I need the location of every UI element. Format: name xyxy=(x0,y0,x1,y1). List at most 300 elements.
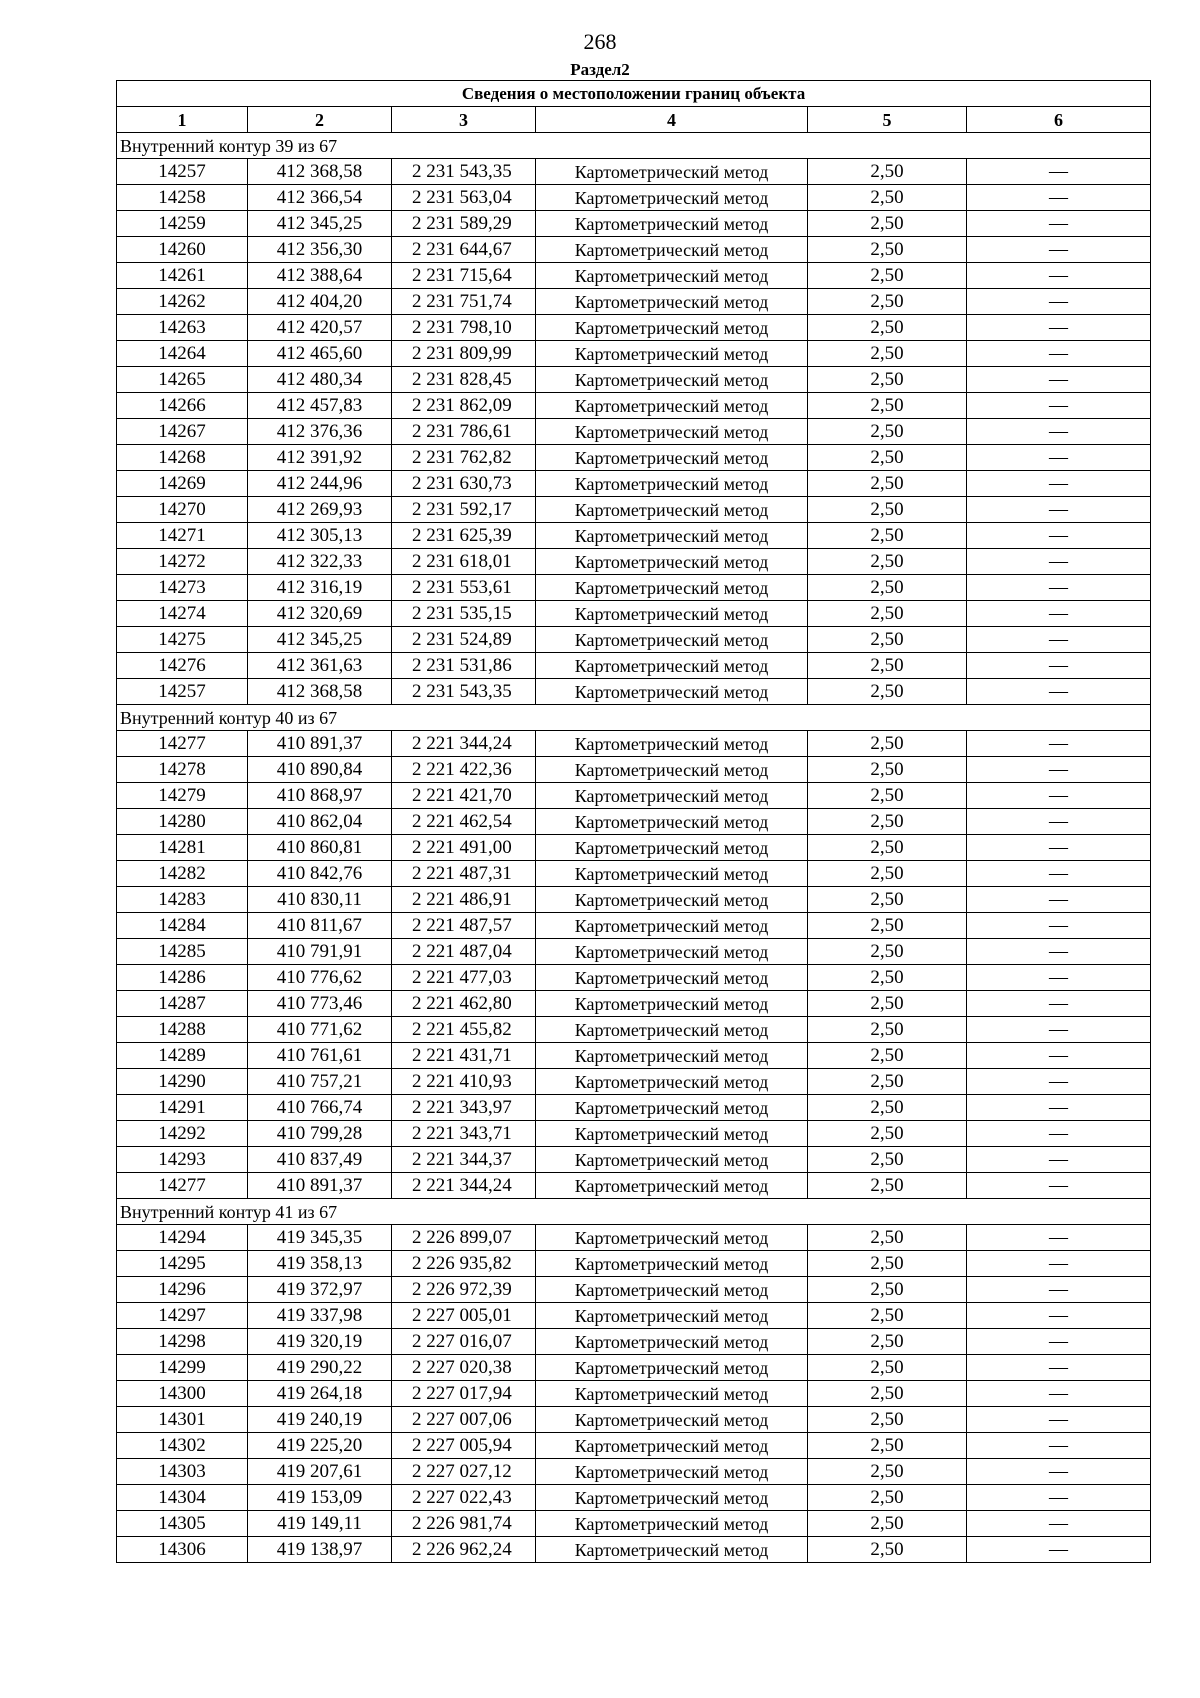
y-coordinate-cell: 2 231 531,86 xyxy=(392,653,536,679)
method-cell: Картометрический метод xyxy=(536,887,808,913)
x-coordinate-cell: 412 480,34 xyxy=(248,367,392,393)
table-row xyxy=(117,1043,1151,1069)
method-cell: Картометрический метод xyxy=(536,809,808,835)
accuracy-cell: 2,50 xyxy=(808,575,967,601)
y-coordinate-cell: 2 226 981,74 xyxy=(392,1511,536,1537)
description-cell: — xyxy=(967,575,1151,601)
description-cell: — xyxy=(967,1173,1151,1199)
x-coordinate-cell: 410 891,37 xyxy=(248,731,392,757)
description-cell: — xyxy=(967,1329,1151,1355)
method-cell: Картометрический метод xyxy=(536,991,808,1017)
accuracy-cell: 2,50 xyxy=(808,679,967,705)
y-coordinate-cell: 2 231 751,74 xyxy=(392,289,536,315)
x-coordinate-cell: 412 404,20 xyxy=(248,289,392,315)
method-cell: Картометрический метод xyxy=(536,575,808,601)
table-row xyxy=(117,445,1151,471)
table-row xyxy=(117,757,1151,783)
point-number-cell: 14262 xyxy=(117,289,248,315)
page-number: 268 xyxy=(583,29,617,54)
accuracy-cell: 2,50 xyxy=(808,1173,967,1199)
description-cell: — xyxy=(967,1095,1151,1121)
y-coordinate-cell: 2 227 022,43 xyxy=(392,1485,536,1511)
description-cell: — xyxy=(967,731,1151,757)
y-coordinate-cell: 2 231 543,35 xyxy=(392,159,536,185)
y-coordinate-cell: 2 231 762,82 xyxy=(392,445,536,471)
x-coordinate-cell: 410 776,62 xyxy=(248,965,392,991)
x-coordinate-cell: 410 862,04 xyxy=(248,809,392,835)
accuracy-cell: 2,50 xyxy=(808,471,967,497)
point-number-cell: 14275 xyxy=(117,627,248,653)
point-number-cell: 14306 xyxy=(117,1537,248,1563)
table-row xyxy=(117,653,1151,679)
point-number-cell: 14305 xyxy=(117,1511,248,1537)
point-number-cell: 14296 xyxy=(117,1277,248,1303)
point-number-cell: 14303 xyxy=(117,1459,248,1485)
table-row xyxy=(117,1173,1151,1199)
table-row xyxy=(117,575,1151,601)
table-row xyxy=(117,1121,1151,1147)
y-coordinate-cell: 2 221 477,03 xyxy=(392,965,536,991)
method-cell: Картометрический метод xyxy=(536,1433,808,1459)
point-number-cell: 14298 xyxy=(117,1329,248,1355)
accuracy-cell: 2,50 xyxy=(808,627,967,653)
description-cell: — xyxy=(967,809,1151,835)
point-number-cell: 14271 xyxy=(117,523,248,549)
y-coordinate-cell: 2 231 809,99 xyxy=(392,341,536,367)
method-cell: Картометрический метод xyxy=(536,211,808,237)
description-cell: — xyxy=(967,835,1151,861)
accuracy-cell: 2,50 xyxy=(808,1433,967,1459)
method-cell: Картометрический метод xyxy=(536,1511,808,1537)
accuracy-cell: 2,50 xyxy=(808,991,967,1017)
table-row xyxy=(117,1407,1151,1433)
accuracy-cell: 2,50 xyxy=(808,835,967,861)
accuracy-cell: 2,50 xyxy=(808,887,967,913)
table-row xyxy=(117,1277,1151,1303)
x-coordinate-cell: 410 791,91 xyxy=(248,939,392,965)
x-coordinate-cell: 412 269,93 xyxy=(248,497,392,523)
y-coordinate-cell: 2 227 005,01 xyxy=(392,1303,536,1329)
point-number-cell: 14293 xyxy=(117,1147,248,1173)
table-row xyxy=(117,1485,1151,1511)
description-cell: — xyxy=(967,237,1151,263)
method-cell: Картометрический метод xyxy=(536,523,808,549)
point-number-cell: 14266 xyxy=(117,393,248,419)
y-coordinate-cell: 2 227 017,94 xyxy=(392,1381,536,1407)
table-row xyxy=(117,991,1151,1017)
point-number-cell: 14290 xyxy=(117,1069,248,1095)
y-coordinate-cell: 2 231 828,45 xyxy=(392,367,536,393)
table-row xyxy=(117,185,1151,211)
y-coordinate-cell: 2 231 553,61 xyxy=(392,575,536,601)
method-cell: Картометрический метод xyxy=(536,1329,808,1355)
y-coordinate-cell: 2 227 020,38 xyxy=(392,1355,536,1381)
method-cell: Картометрический метод xyxy=(536,445,808,471)
column-header-row xyxy=(117,107,1151,133)
table-row xyxy=(117,1095,1151,1121)
accuracy-cell: 2,50 xyxy=(808,445,967,471)
description-cell: — xyxy=(967,1277,1151,1303)
method-cell: Картометрический метод xyxy=(536,913,808,939)
table-row xyxy=(117,1381,1151,1407)
method-cell: Картометрический метод xyxy=(536,549,808,575)
y-coordinate-cell: 2 231 630,73 xyxy=(392,471,536,497)
method-cell: Картометрический метод xyxy=(536,757,808,783)
description-cell: — xyxy=(967,1303,1151,1329)
point-number-cell: 14267 xyxy=(117,419,248,445)
method-cell: Картометрический метод xyxy=(536,965,808,991)
point-number-cell: 14299 xyxy=(117,1355,248,1381)
y-coordinate-cell: 2 231 592,17 xyxy=(392,497,536,523)
x-coordinate-cell: 419 149,11 xyxy=(248,1511,392,1537)
method-cell: Картометрический метод xyxy=(536,263,808,289)
table-row xyxy=(117,731,1151,757)
column-header: 5 xyxy=(808,107,967,133)
y-coordinate-cell: 2 226 899,07 xyxy=(392,1225,536,1251)
point-number-cell: 14283 xyxy=(117,887,248,913)
accuracy-cell: 2,50 xyxy=(808,341,967,367)
y-coordinate-cell: 2 231 644,67 xyxy=(392,237,536,263)
description-cell: — xyxy=(967,679,1151,705)
contour-title: Внутренний контур 39 из 67 xyxy=(117,133,1151,159)
y-coordinate-cell: 2 221 422,36 xyxy=(392,757,536,783)
method-cell: Картометрический метод xyxy=(536,1407,808,1433)
method-cell: Картометрический метод xyxy=(536,939,808,965)
y-coordinate-cell: 2 227 005,94 xyxy=(392,1433,536,1459)
point-number-cell: 14277 xyxy=(117,731,248,757)
x-coordinate-cell: 412 361,63 xyxy=(248,653,392,679)
table-row xyxy=(117,913,1151,939)
y-coordinate-cell: 2 221 462,54 xyxy=(392,809,536,835)
accuracy-cell: 2,50 xyxy=(808,965,967,991)
y-coordinate-cell: 2 221 343,71 xyxy=(392,1121,536,1147)
description-cell: — xyxy=(967,1433,1151,1459)
description-cell: — xyxy=(967,601,1151,627)
method-cell: Картометрический метод xyxy=(536,1043,808,1069)
x-coordinate-cell: 410 868,97 xyxy=(248,783,392,809)
x-coordinate-cell: 419 320,19 xyxy=(248,1329,392,1355)
accuracy-cell: 2,50 xyxy=(808,1329,967,1355)
column-header: 3 xyxy=(392,107,536,133)
description-cell: — xyxy=(967,1537,1151,1563)
table-row xyxy=(117,237,1151,263)
x-coordinate-cell: 419 358,13 xyxy=(248,1251,392,1277)
y-coordinate-cell: 2 221 455,82 xyxy=(392,1017,536,1043)
accuracy-cell: 2,50 xyxy=(808,1407,967,1433)
x-coordinate-cell: 419 240,19 xyxy=(248,1407,392,1433)
description-cell: — xyxy=(967,965,1151,991)
method-cell: Картометрический метод xyxy=(536,1277,808,1303)
x-coordinate-cell: 412 320,69 xyxy=(248,601,392,627)
table-caption-row xyxy=(117,81,1151,107)
x-coordinate-cell: 410 890,84 xyxy=(248,757,392,783)
table-row xyxy=(117,939,1151,965)
y-coordinate-cell: 2 221 487,04 xyxy=(392,939,536,965)
description-cell: — xyxy=(967,1121,1151,1147)
accuracy-cell: 2,50 xyxy=(808,1121,967,1147)
description-cell: — xyxy=(967,497,1151,523)
table-row xyxy=(117,601,1151,627)
point-number-cell: 14282 xyxy=(117,861,248,887)
point-number-cell: 14270 xyxy=(117,497,248,523)
description-cell: — xyxy=(967,627,1151,653)
point-number-cell: 14258 xyxy=(117,185,248,211)
method-cell: Картометрический метод xyxy=(536,1355,808,1381)
point-number-cell: 14268 xyxy=(117,445,248,471)
description-cell: — xyxy=(967,783,1151,809)
table-row xyxy=(117,1303,1151,1329)
method-cell: Картометрический метод xyxy=(536,315,808,341)
y-coordinate-cell: 2 221 486,91 xyxy=(392,887,536,913)
method-cell: Картометрический метод xyxy=(536,783,808,809)
x-coordinate-cell: 410 761,61 xyxy=(248,1043,392,1069)
x-coordinate-cell: 410 891,37 xyxy=(248,1173,392,1199)
x-coordinate-cell: 419 264,18 xyxy=(248,1381,392,1407)
method-cell: Картометрический метод xyxy=(536,1147,808,1173)
description-cell: — xyxy=(967,991,1151,1017)
table-row xyxy=(117,523,1151,549)
table-row xyxy=(117,887,1151,913)
accuracy-cell: 2,50 xyxy=(808,1095,967,1121)
contour-header-row xyxy=(117,1199,1151,1225)
description-cell: — xyxy=(967,1043,1151,1069)
method-cell: Картометрический метод xyxy=(536,1459,808,1485)
point-number-cell: 14257 xyxy=(117,159,248,185)
x-coordinate-cell: 412 368,58 xyxy=(248,679,392,705)
description-cell: — xyxy=(967,159,1151,185)
table-row xyxy=(117,861,1151,887)
method-cell: Картометрический метод xyxy=(536,393,808,419)
description-cell: — xyxy=(967,1407,1151,1433)
table-row xyxy=(117,965,1151,991)
table-row xyxy=(117,809,1151,835)
method-cell: Картометрический метод xyxy=(536,159,808,185)
x-coordinate-cell: 410 830,11 xyxy=(248,887,392,913)
method-cell: Картометрический метод xyxy=(536,1381,808,1407)
x-coordinate-cell: 419 290,22 xyxy=(248,1355,392,1381)
description-cell: — xyxy=(967,757,1151,783)
method-cell: Картометрический метод xyxy=(536,835,808,861)
table-row xyxy=(117,159,1151,185)
x-coordinate-cell: 410 766,74 xyxy=(248,1095,392,1121)
table-row xyxy=(117,419,1151,445)
point-number-cell: 14291 xyxy=(117,1095,248,1121)
point-number-cell: 14279 xyxy=(117,783,248,809)
method-cell: Картометрический метод xyxy=(536,627,808,653)
accuracy-cell: 2,50 xyxy=(808,1459,967,1485)
table-row xyxy=(117,471,1151,497)
accuracy-cell: 2,50 xyxy=(808,1043,967,1069)
y-coordinate-cell: 2 231 543,35 xyxy=(392,679,536,705)
x-coordinate-cell: 412 366,54 xyxy=(248,185,392,211)
table-row xyxy=(117,211,1151,237)
accuracy-cell: 2,50 xyxy=(808,211,967,237)
x-coordinate-cell: 412 322,33 xyxy=(248,549,392,575)
x-coordinate-cell: 419 345,35 xyxy=(248,1225,392,1251)
x-coordinate-cell: 412 305,13 xyxy=(248,523,392,549)
table-row xyxy=(117,1017,1151,1043)
y-coordinate-cell: 2 231 798,10 xyxy=(392,315,536,341)
method-cell: Картометрический метод xyxy=(536,185,808,211)
accuracy-cell: 2,50 xyxy=(808,549,967,575)
x-coordinate-cell: 412 376,36 xyxy=(248,419,392,445)
accuracy-cell: 2,50 xyxy=(808,939,967,965)
column-header: 6 xyxy=(967,107,1151,133)
method-cell: Картометрический метод xyxy=(536,653,808,679)
x-coordinate-cell: 410 771,62 xyxy=(248,1017,392,1043)
accuracy-cell: 2,50 xyxy=(808,1303,967,1329)
table-row xyxy=(117,1225,1151,1251)
point-number-cell: 14264 xyxy=(117,341,248,367)
y-coordinate-cell: 2 221 344,37 xyxy=(392,1147,536,1173)
table-row xyxy=(117,783,1151,809)
table-caption: Сведения о местоположении границ объекта xyxy=(117,81,1151,107)
accuracy-cell: 2,50 xyxy=(808,1277,967,1303)
accuracy-cell: 2,50 xyxy=(808,783,967,809)
y-coordinate-cell: 2 231 625,39 xyxy=(392,523,536,549)
y-coordinate-cell: 2 231 535,15 xyxy=(392,601,536,627)
y-coordinate-cell: 2 231 563,04 xyxy=(392,185,536,211)
table-row xyxy=(117,549,1151,575)
description-cell: — xyxy=(967,523,1151,549)
point-number-cell: 14273 xyxy=(117,575,248,601)
point-number-cell: 14287 xyxy=(117,991,248,1017)
description-cell: — xyxy=(967,185,1151,211)
accuracy-cell: 2,50 xyxy=(808,861,967,887)
accuracy-cell: 2,50 xyxy=(808,315,967,341)
description-cell: — xyxy=(967,939,1151,965)
y-coordinate-cell: 2 221 431,71 xyxy=(392,1043,536,1069)
method-cell: Картометрический метод xyxy=(536,1251,808,1277)
point-number-cell: 14281 xyxy=(117,835,248,861)
point-number-cell: 14297 xyxy=(117,1303,248,1329)
description-cell: — xyxy=(967,393,1151,419)
description-cell: — xyxy=(967,1017,1151,1043)
description-cell: — xyxy=(967,419,1151,445)
accuracy-cell: 2,50 xyxy=(808,263,967,289)
method-cell: Картометрический метод xyxy=(536,1121,808,1147)
accuracy-cell: 2,50 xyxy=(808,601,967,627)
table-row xyxy=(117,1251,1151,1277)
accuracy-cell: 2,50 xyxy=(808,1381,967,1407)
y-coordinate-cell: 2 226 962,24 xyxy=(392,1537,536,1563)
method-cell: Картометрический метод xyxy=(536,1173,808,1199)
x-coordinate-cell: 412 388,64 xyxy=(248,263,392,289)
y-coordinate-cell: 2 231 715,64 xyxy=(392,263,536,289)
accuracy-cell: 2,50 xyxy=(808,419,967,445)
description-cell: — xyxy=(967,263,1151,289)
point-number-cell: 14263 xyxy=(117,315,248,341)
x-coordinate-cell: 410 773,46 xyxy=(248,991,392,1017)
contour-title: Внутренний контур 40 из 67 xyxy=(117,705,1151,731)
accuracy-cell: 2,50 xyxy=(808,393,967,419)
accuracy-cell: 2,50 xyxy=(808,497,967,523)
description-cell: — xyxy=(967,1459,1151,1485)
accuracy-cell: 2,50 xyxy=(808,731,967,757)
method-cell: Картометрический метод xyxy=(536,1017,808,1043)
point-number-cell: 14292 xyxy=(117,1121,248,1147)
point-number-cell: 14280 xyxy=(117,809,248,835)
accuracy-cell: 2,50 xyxy=(808,523,967,549)
x-coordinate-cell: 410 842,76 xyxy=(248,861,392,887)
x-coordinate-cell: 419 337,98 xyxy=(248,1303,392,1329)
table-row xyxy=(117,1355,1151,1381)
y-coordinate-cell: 2 231 524,89 xyxy=(392,627,536,653)
table-row xyxy=(117,315,1151,341)
accuracy-cell: 2,50 xyxy=(808,185,967,211)
description-cell: — xyxy=(967,289,1151,315)
point-number-cell: 14289 xyxy=(117,1043,248,1069)
table-row xyxy=(117,1329,1151,1355)
accuracy-cell: 2,50 xyxy=(808,1537,967,1563)
point-number-cell: 14285 xyxy=(117,939,248,965)
column-header: 1 xyxy=(117,107,248,133)
method-cell: Картометрический метод xyxy=(536,731,808,757)
contour-title: Внутренний контур 41 из 67 xyxy=(117,1199,1151,1225)
accuracy-cell: 2,50 xyxy=(808,1251,967,1277)
method-cell: Картометрический метод xyxy=(536,679,808,705)
x-coordinate-cell: 412 368,58 xyxy=(248,159,392,185)
point-number-cell: 14269 xyxy=(117,471,248,497)
point-number-cell: 14284 xyxy=(117,913,248,939)
table-row xyxy=(117,263,1151,289)
y-coordinate-cell: 2 227 016,07 xyxy=(392,1329,536,1355)
method-cell: Картометрический метод xyxy=(536,1303,808,1329)
y-coordinate-cell: 2 221 487,31 xyxy=(392,861,536,887)
x-coordinate-cell: 412 420,57 xyxy=(248,315,392,341)
point-number-cell: 14257 xyxy=(117,679,248,705)
x-coordinate-cell: 412 316,19 xyxy=(248,575,392,601)
x-coordinate-cell: 410 860,81 xyxy=(248,835,392,861)
table-row xyxy=(117,1433,1151,1459)
description-cell: — xyxy=(967,887,1151,913)
method-cell: Картометрический метод xyxy=(536,289,808,315)
y-coordinate-cell: 2 221 491,00 xyxy=(392,835,536,861)
y-coordinate-cell: 2 226 935,82 xyxy=(392,1251,536,1277)
accuracy-cell: 2,50 xyxy=(808,809,967,835)
method-cell: Картометрический метод xyxy=(536,419,808,445)
description-cell: — xyxy=(967,211,1151,237)
table-row xyxy=(117,1537,1151,1563)
point-number-cell: 14274 xyxy=(117,601,248,627)
method-cell: Картометрический метод xyxy=(536,471,808,497)
x-coordinate-cell: 410 799,28 xyxy=(248,1121,392,1147)
y-coordinate-cell: 2 221 487,57 xyxy=(392,913,536,939)
description-cell: — xyxy=(967,1147,1151,1173)
point-number-cell: 14260 xyxy=(117,237,248,263)
point-number-cell: 14272 xyxy=(117,549,248,575)
description-cell: — xyxy=(967,1381,1151,1407)
point-number-cell: 14301 xyxy=(117,1407,248,1433)
accuracy-cell: 2,50 xyxy=(808,237,967,263)
point-number-cell: 14294 xyxy=(117,1225,248,1251)
point-number-cell: 14265 xyxy=(117,367,248,393)
table-row xyxy=(117,1069,1151,1095)
method-cell: Картометрический метод xyxy=(536,1225,808,1251)
accuracy-cell: 2,50 xyxy=(808,1225,967,1251)
accuracy-cell: 2,50 xyxy=(808,367,967,393)
y-coordinate-cell: 2 221 344,24 xyxy=(392,1173,536,1199)
table-row xyxy=(117,1147,1151,1173)
accuracy-cell: 2,50 xyxy=(808,757,967,783)
table-row xyxy=(117,289,1151,315)
table-row xyxy=(117,835,1151,861)
y-coordinate-cell: 2 227 007,06 xyxy=(392,1407,536,1433)
method-cell: Картометрический метод xyxy=(536,1095,808,1121)
description-cell: — xyxy=(967,471,1151,497)
y-coordinate-cell: 2 231 618,01 xyxy=(392,549,536,575)
description-cell: — xyxy=(967,1355,1151,1381)
